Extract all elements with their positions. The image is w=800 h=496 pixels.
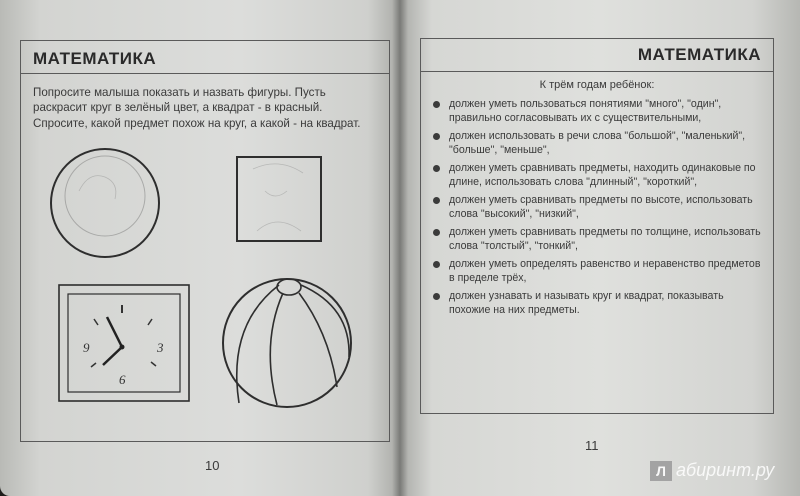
- instructions-text: Попросите малыша показать и назвать фигуры. Пусть раскрасит круг в зелёный цвет, а квадрат - в красный. Спросите, какой предмет похож на круг, а какой - на квадрат.: [33, 86, 361, 130]
- bullet-icon: [433, 101, 440, 108]
- list-item: должен уметь пользоваться понятиями "много", "один", правильно согласовывать их с существительными,: [431, 97, 763, 125]
- bullet-icon: [433, 293, 440, 300]
- right-page-frame: [420, 38, 774, 414]
- labirint-logo-icon: Л: [650, 461, 672, 481]
- clock-number-9: 9: [83, 340, 90, 355]
- list-item: должен уметь сравнивать предметы по толщине, использовать слова "толстый", "тонкий",: [431, 225, 763, 253]
- bullet-icon: [433, 229, 440, 236]
- bullet-icon: [433, 261, 440, 268]
- list-intro: К трём годам ребёнок:: [539, 79, 655, 91]
- list-item: должен уметь сравнивать предметы, находить одинаковые по длине, использовать слова "длинный", "короткий",: [431, 161, 763, 189]
- figures-illustration: [21, 41, 389, 441]
- page-number-left: 10: [205, 458, 220, 473]
- clock-figure: [59, 285, 189, 401]
- square-figure: [237, 157, 321, 241]
- page-number-right: 11: [585, 438, 599, 453]
- list-item: должен использовать в речи слова "большой", "маленький", "больше", "меньше",: [431, 129, 763, 157]
- watermark: [650, 460, 774, 481]
- bullet-icon: [433, 165, 440, 172]
- bullet-icon: [433, 133, 440, 140]
- right-page: [400, 0, 800, 496]
- list-item: должен уметь сравнивать предметы по высоте, использовать слова "высокий", "низкий",: [431, 193, 763, 221]
- list-item: должен узнавать и называть круг и квадрат, показывать похожие на них предметы.: [431, 289, 763, 317]
- left-page-frame: [20, 40, 390, 442]
- bullet-icon: [433, 197, 440, 204]
- book-spine: [392, 0, 408, 496]
- clock-number-3: 3: [157, 340, 164, 355]
- ball-figure: [223, 279, 351, 407]
- requirements-list: [431, 97, 763, 321]
- clock-number-6: 6: [119, 372, 126, 387]
- circle-figure: [51, 149, 159, 257]
- list-item: должен уметь определять равенство и неравенство предметов в пределе трёх,: [431, 257, 763, 285]
- left-page-title: МАТЕМАТИКА: [33, 49, 157, 68]
- right-page-title: МАТЕМАТИКА: [637, 45, 761, 64]
- watermark-text: абиринт.ру: [676, 460, 775, 480]
